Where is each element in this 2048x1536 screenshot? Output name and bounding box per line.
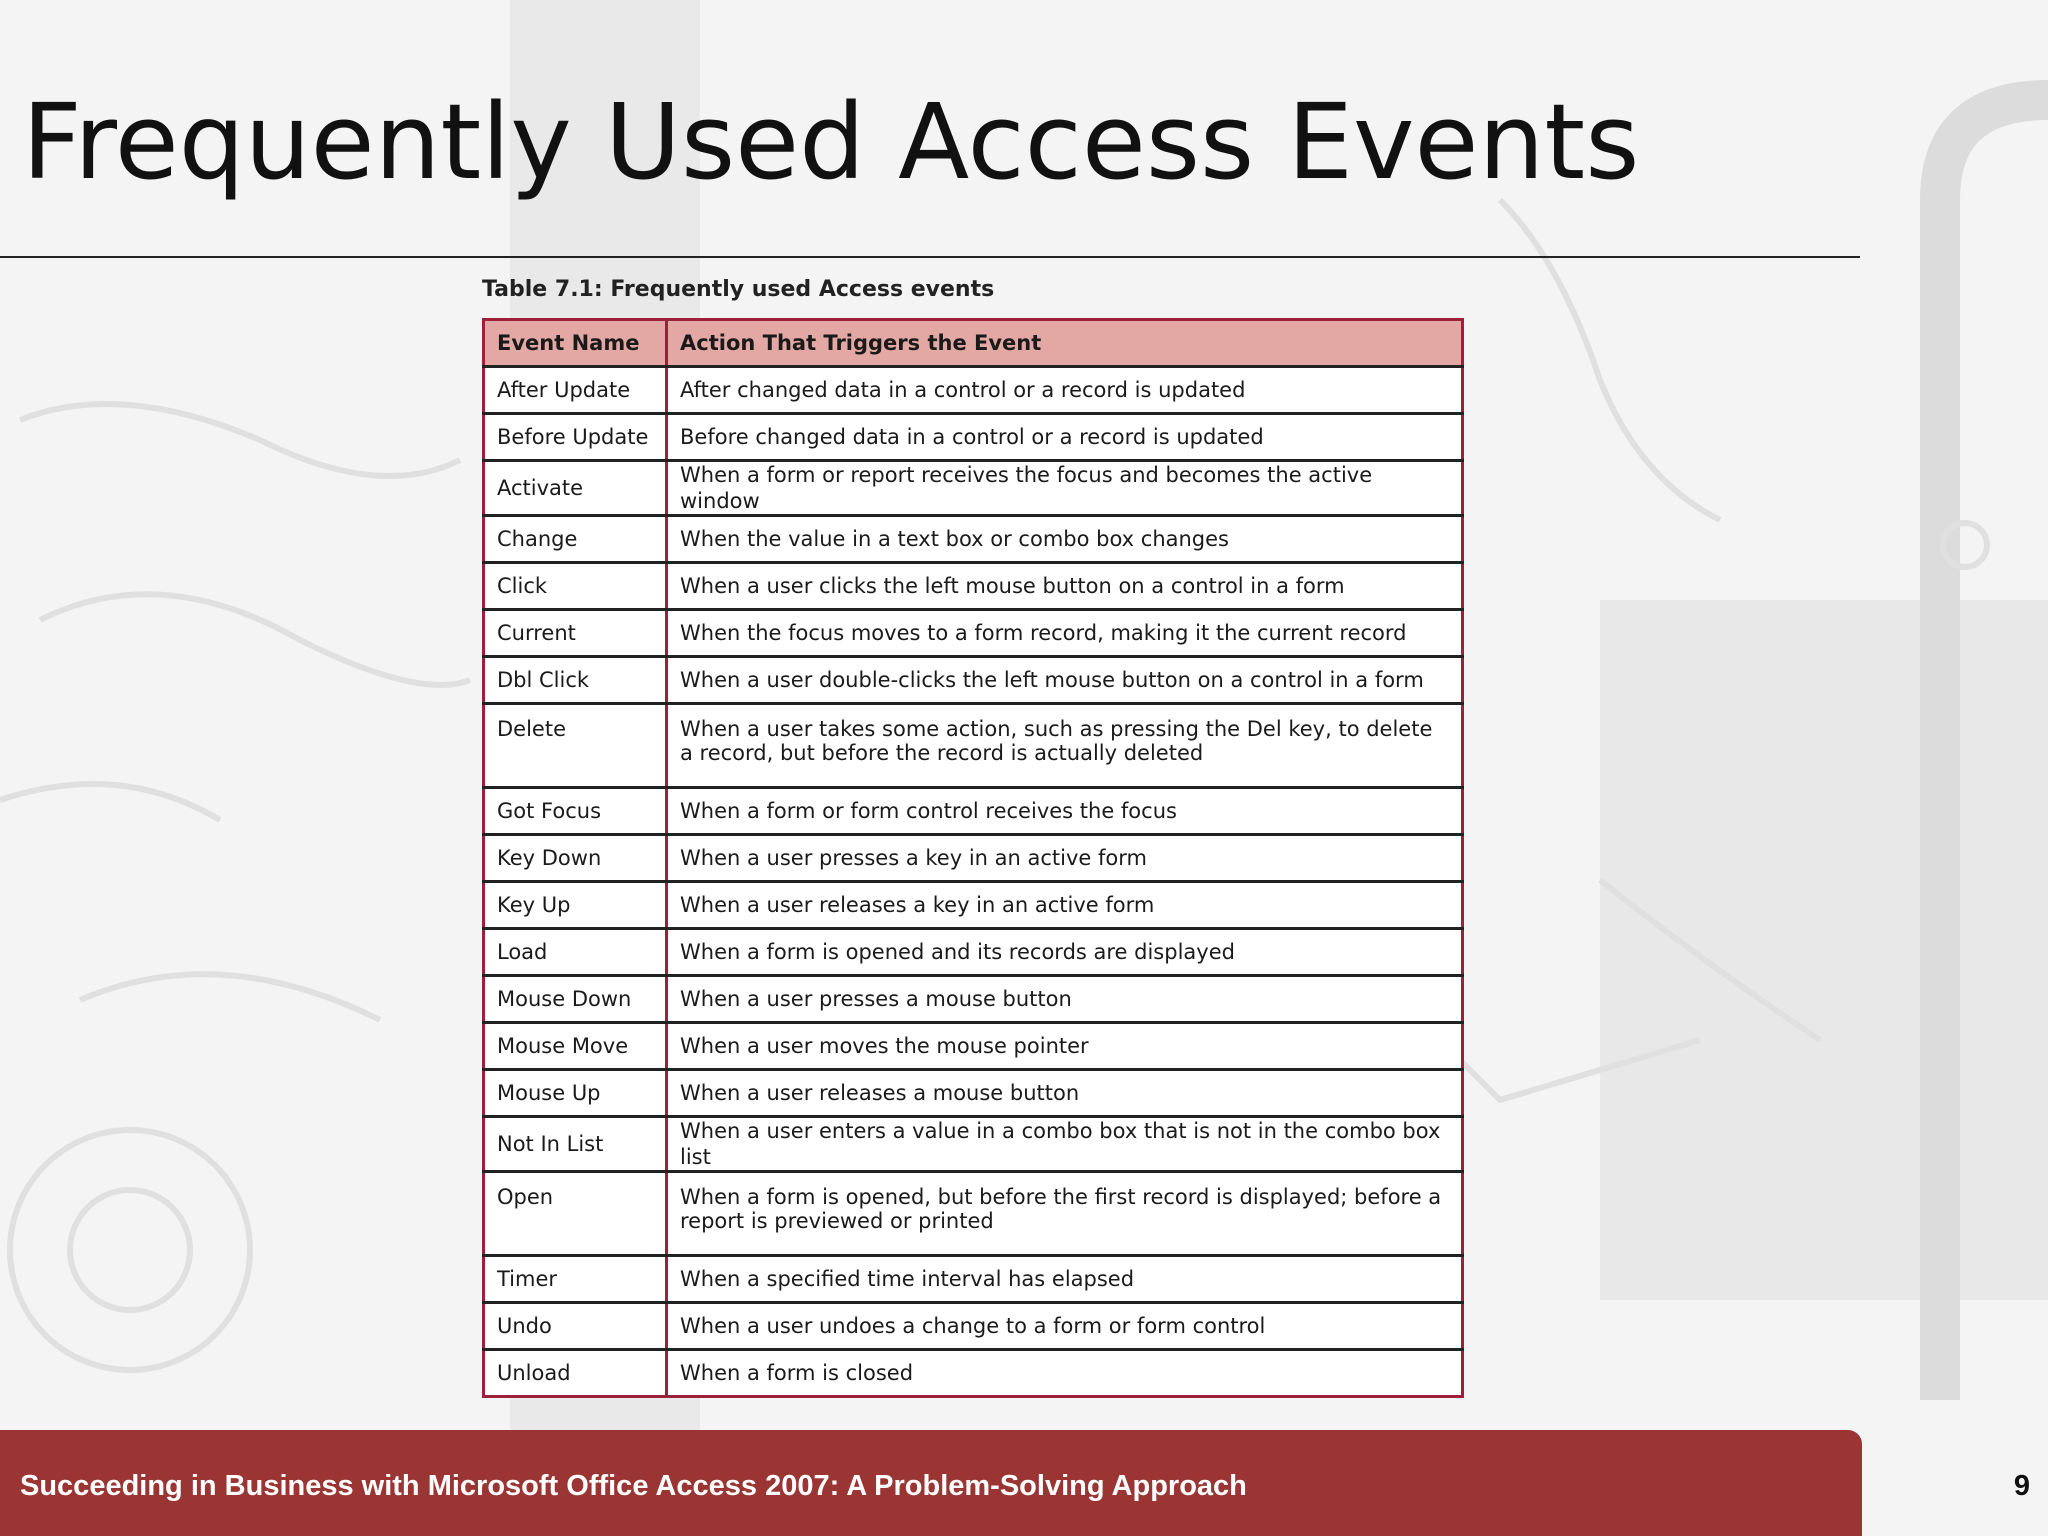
table-caption: Table 7.1: Frequently used Access events bbox=[482, 277, 995, 302]
event-name-cell: Undo bbox=[484, 1303, 667, 1350]
event-action-cell: When a form or report receives the focus and becomes the active window bbox=[667, 461, 1463, 516]
table-row bbox=[484, 1172, 1463, 1256]
event-name-cell: After Update bbox=[484, 367, 667, 414]
table-row bbox=[484, 461, 1463, 516]
events-table bbox=[482, 318, 1464, 1398]
event-name-cell: Key Up bbox=[484, 882, 667, 929]
event-name-cell: Mouse Move bbox=[484, 1023, 667, 1070]
event-action-cell: When a user takes some action, such as pressing the Del key, to delete a record, but before the record is actually deleted bbox=[667, 704, 1463, 788]
table-row bbox=[484, 367, 1463, 414]
table-row bbox=[484, 414, 1463, 461]
event-action-cell: When a user presses a mouse button bbox=[667, 976, 1463, 1023]
event-name-cell: Load bbox=[484, 929, 667, 976]
table-row bbox=[484, 835, 1463, 882]
event-action-cell: When a user double-clicks the left mouse button on a control in a form bbox=[667, 657, 1463, 704]
event-name-cell: Click bbox=[484, 563, 667, 610]
column-header-event-name: Event Name bbox=[484, 320, 667, 367]
table-row bbox=[484, 1117, 1463, 1172]
table-row bbox=[484, 976, 1463, 1023]
table-row bbox=[484, 1256, 1463, 1303]
table-row bbox=[484, 563, 1463, 610]
event-name-cell: Mouse Down bbox=[484, 976, 667, 1023]
event-name-cell: Key Down bbox=[484, 835, 667, 882]
table-row bbox=[484, 657, 1463, 704]
table-row bbox=[484, 929, 1463, 976]
event-action-cell: Before changed data in a control or a record is updated bbox=[667, 414, 1463, 461]
table-row bbox=[484, 882, 1463, 929]
event-action-cell: When a user presses a key in an active form bbox=[667, 835, 1463, 882]
event-action-cell: When the focus moves to a form record, making it the current record bbox=[667, 610, 1463, 657]
column-header-action: Action That Triggers the Event bbox=[667, 320, 1463, 367]
event-name-cell: Open bbox=[484, 1172, 667, 1256]
event-name-cell: Not In List bbox=[484, 1117, 667, 1172]
event-action-cell: When a form is closed bbox=[680, 1361, 914, 1385]
event-action-cell: When a user clicks the left mouse button on a control in a form bbox=[667, 563, 1463, 610]
event-name-cell: Unload bbox=[484, 1350, 667, 1397]
event-action-cell: When a form is opened and its records are displayed bbox=[667, 929, 1463, 976]
event-action-cell: When a user enters a value in a combo box that is not in the combo box list bbox=[667, 1117, 1463, 1172]
table-row bbox=[484, 1303, 1463, 1350]
event-action-cell: When a form or form control receives the focus bbox=[667, 788, 1463, 835]
event-name-cell: Dbl Click bbox=[484, 657, 667, 704]
table-row bbox=[484, 1350, 1463, 1397]
event-name-cell: Change bbox=[484, 516, 667, 563]
table-row bbox=[484, 704, 1463, 788]
event-action-cell: When a user moves the mouse pointer bbox=[667, 1023, 1463, 1070]
event-action-cell: When the value in a text box or combo box changes bbox=[667, 516, 1463, 563]
table-row bbox=[484, 516, 1463, 563]
table-row bbox=[484, 610, 1463, 657]
event-action-cell: When a specified time interval has elapsed bbox=[667, 1256, 1463, 1303]
table-row bbox=[484, 788, 1463, 835]
event-name-cell: Mouse Up bbox=[484, 1070, 667, 1117]
page-title: Frequently Used Access Events bbox=[22, 81, 1640, 203]
event-action-cell: When a user releases a mouse button bbox=[667, 1070, 1463, 1117]
event-name-cell: Timer bbox=[484, 1256, 667, 1303]
event-name-cell: Current bbox=[484, 610, 667, 657]
page-number: 9 bbox=[2013, 1470, 2030, 1502]
table-row bbox=[484, 1070, 1463, 1117]
event-action-cell: After changed data in a control or a record is updated bbox=[667, 367, 1463, 414]
event-name-cell: Activate bbox=[484, 461, 667, 516]
event-name-cell: Delete bbox=[484, 704, 667, 788]
event-action-cell: When a form is opened, but before the first record is displayed; before a report is previewed or printed bbox=[667, 1172, 1463, 1256]
table-row bbox=[484, 1023, 1463, 1070]
event-action-cell: When a user releases a key in an active form bbox=[667, 882, 1463, 929]
footer-text: Succeeding in Business with Microsoft Office Access 2007: A Problem-Solving Approach bbox=[20, 1470, 1247, 1502]
table-header-row bbox=[484, 320, 1463, 367]
event-name-cell: Got Focus bbox=[484, 788, 667, 835]
title-divider bbox=[0, 256, 1860, 258]
event-name-cell: Before Update bbox=[484, 414, 667, 461]
event-action-cell: When a user undoes a change to a form or form control bbox=[667, 1303, 1463, 1350]
